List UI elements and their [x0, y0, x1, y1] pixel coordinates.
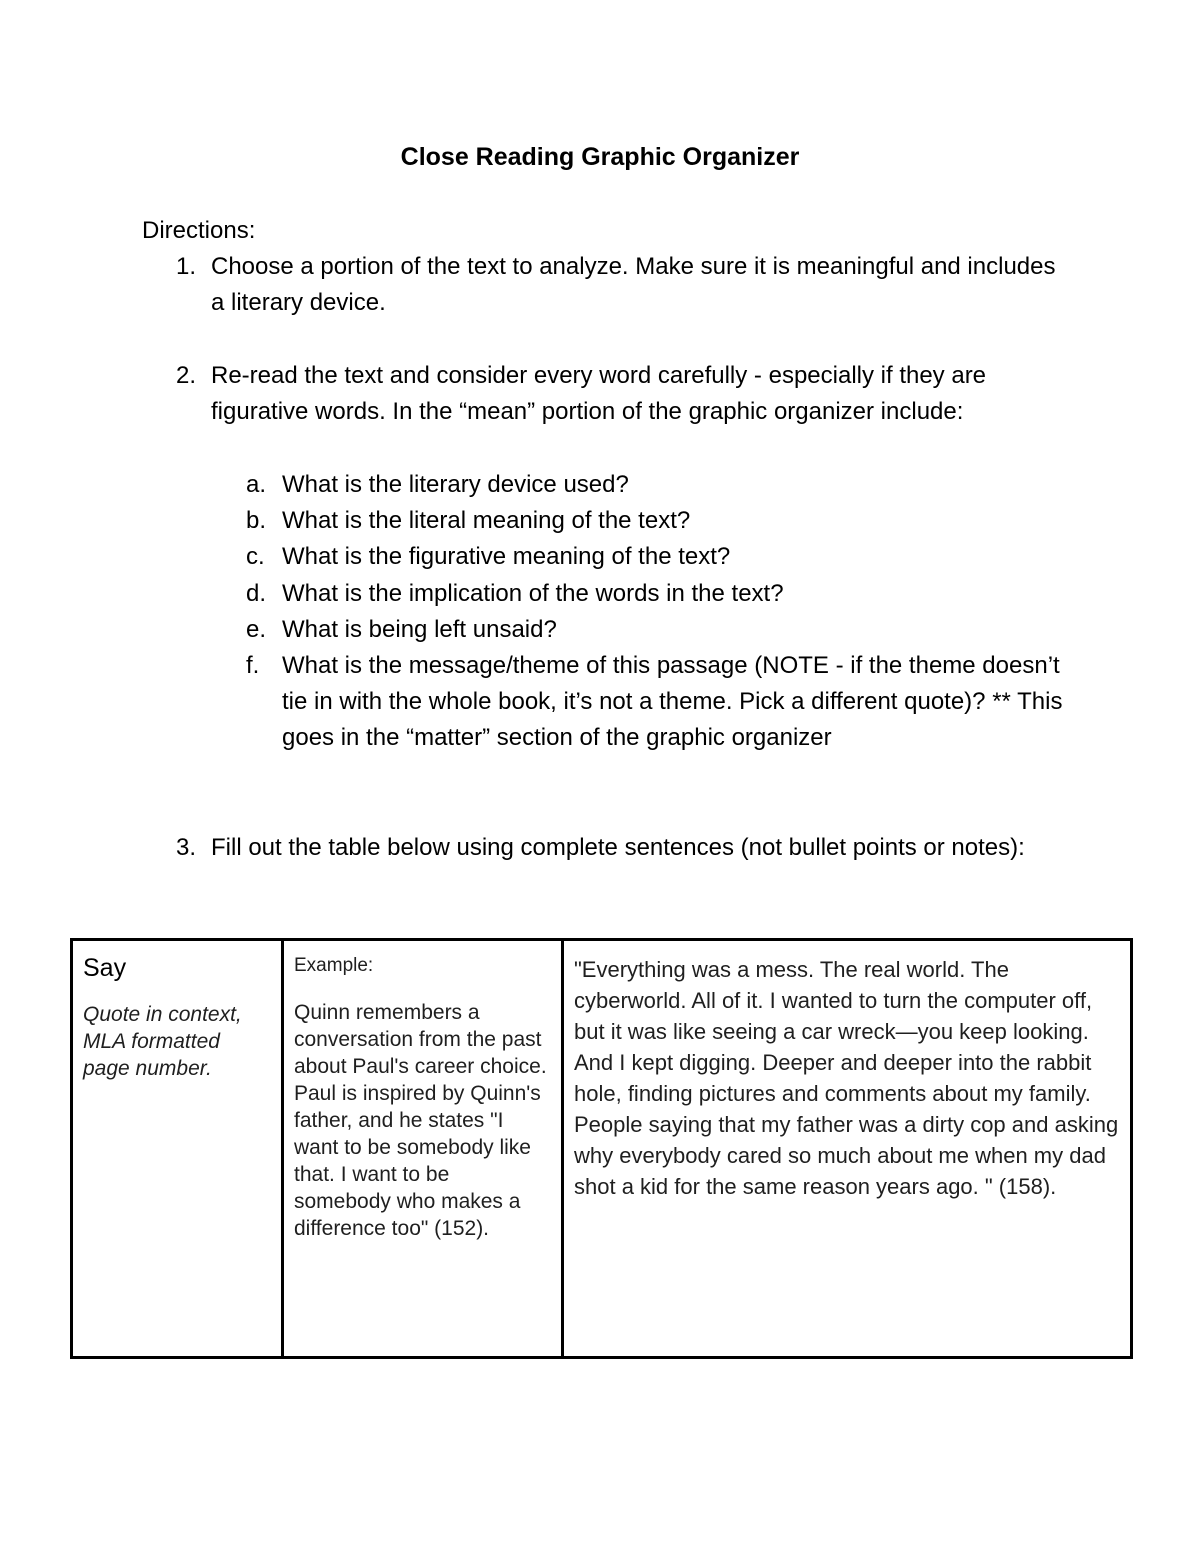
subitem-letter: e.: [246, 616, 267, 643]
subitem-letter: c.: [246, 543, 265, 570]
example-label: Example:: [294, 955, 374, 976]
step-text: Re-read the text and consider every word carefully - especially if they are figurative words. In the “mean” portion of the graphic organizer include:: [211, 362, 987, 426]
quote-text: "Everything was a mess. The real world. The cyberworld. All of it. I wanted to turn the computer off, but it was like seeing a car wreck—you keep looking. And I kept digging. Deeper and deeper into the rabbit hole, finding pictures and comments about my family. People saying that my father was a dirty cop and asking why everybody cared so much about me when my dad shot a kid for the same reason years ago. " (158).: [574, 957, 1119, 1199]
say-description: Quote in context, MLA formatted page number.: [83, 1003, 242, 1080]
subitem-letter: d.: [246, 580, 267, 607]
subitem-text: What is the implication of the words in the text?: [282, 580, 784, 607]
subitem-text: What is being left unsaid?: [282, 616, 557, 643]
subitem-letter: f.: [246, 652, 260, 679]
example-cell: [283, 940, 563, 1358]
step-number: 3.: [176, 834, 197, 861]
subitem-text: What is the literal meaning of the text?: [282, 507, 691, 534]
subitem-text: What is the message/theme of this passage (NOTE - if the theme doesn’t tie in with the whole book, it’s not a theme. Pick a different quote)? ** This goes in the “matter” section of the graphic organizer: [282, 652, 1063, 752]
say-cell: [72, 940, 283, 1358]
step-text: Fill out the table below using complete sentences (not bullet points or notes):: [211, 834, 1025, 861]
subitem-letter: a.: [246, 471, 267, 498]
table-row: [72, 940, 1132, 1358]
page-title: Close Reading Graphic Organizer: [400, 143, 800, 171]
graphic-organizer-table: [70, 938, 1133, 1359]
step-number: 1.: [176, 253, 197, 280]
subitem-text: What is the literary device used?: [282, 471, 629, 498]
say-heading: Say: [83, 954, 127, 982]
example-text: Quinn remembers a conversation from the past about Paul's career choice. Paul is inspired by Quinn's father, and he states "I want to be somebody like that. I want to be somebody who makes a difference too" (152).: [294, 1001, 547, 1240]
directions-label: Directions:: [142, 217, 256, 244]
subitem-text: What is the figurative meaning of the text?: [282, 543, 731, 570]
quote-cell[interactable]: [563, 940, 1132, 1358]
step-text: Choose a portion of the text to analyze. Make sure it is meaningful and includes a literary device.: [211, 253, 1056, 317]
subitem-letter: b.: [246, 507, 267, 534]
step-number: 2.: [176, 362, 197, 389]
